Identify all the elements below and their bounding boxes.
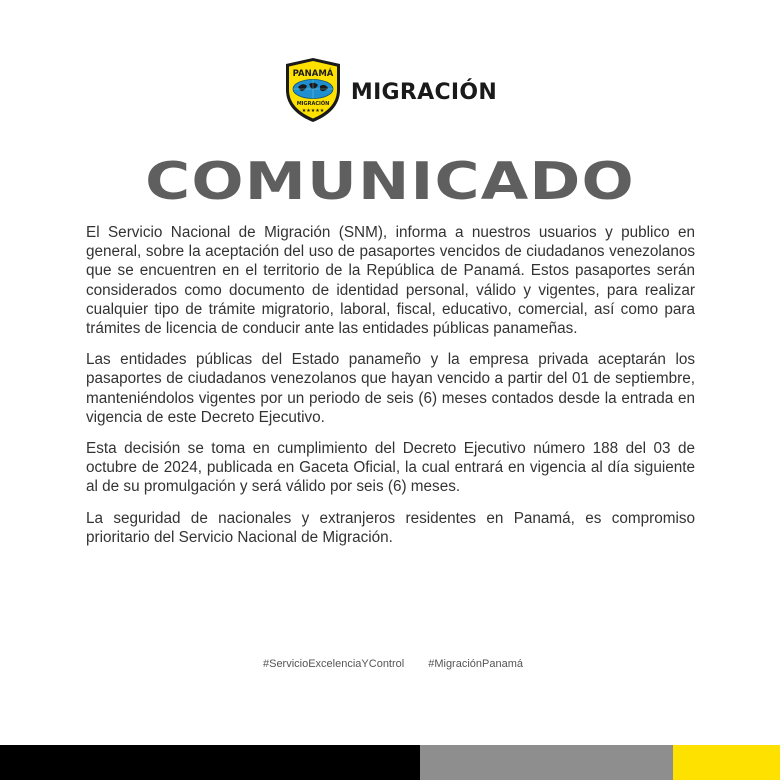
brand-name: MIGRACIÓN bbox=[350, 79, 498, 105]
footer-bar-gray bbox=[420, 745, 673, 780]
logo-bottom-text: MIGRACIÓN bbox=[296, 101, 330, 107]
header bbox=[0, 56, 780, 124]
paragraph-4: La seguridad de nacionales y extranjeros residentes en Panamá, es compromiso prioritario del Servicio Nacional de Migración. bbox=[86, 509, 695, 546]
paragraph-3: Esta decisión se toma en cumplimiento del Decreto Ejecutivo número 188 del 03 de octubre de 2024, publicada en Gaceta Oficial, la cual entrará en vigencia al día siguiente al de su promulgación y será válido por seis (6) meses. bbox=[86, 440, 695, 496]
hashtag-migracion: #MigraciónPanamá bbox=[428, 658, 523, 670]
communique-body bbox=[86, 223, 695, 559]
footer-bar-yellow bbox=[673, 745, 780, 780]
logo-stars: ★★★★★ bbox=[301, 108, 325, 114]
paragraph-1: El Servicio Nacional de Migración (SNM), informa a nuestros usuarios y publico en general, sobre la aceptación del uso de pasaportes vencidos de ciudadanos venezolanos que se encuentren en el territorio de la República de Panamá. Estos pasaportes serán considerados como documento de identidad personal, válido y vigentes, para realizar cualquier tipo de trámite migratorio, laboral, fiscal, educativo, comercial, así como para trámites de licencia de conducir ante las entidades públicas panameñas. bbox=[86, 224, 695, 338]
migracion-shield-logo-icon bbox=[283, 56, 343, 124]
footer-color-bar bbox=[0, 745, 780, 780]
logo-top-text: PANAMÁ bbox=[292, 69, 334, 79]
hashtag-servicio: #ServicioExcelenciaYControl bbox=[262, 658, 405, 670]
footer-bar-black bbox=[0, 745, 420, 780]
hashtags bbox=[0, 658, 780, 670]
page-title: COMUNICADO bbox=[145, 152, 635, 212]
paragraph-2: Las entidades públicas del Estado panameño y la empresa privada aceptarán los pasaportes de ciudadanos venezolanos que hayan vencido a partir del 01 de septiembre, manteniéndolos vigentes por un periodo de seis (6) meses contados desde la entrada en vigencia de este Decreto Ejecutivo. bbox=[86, 351, 695, 426]
